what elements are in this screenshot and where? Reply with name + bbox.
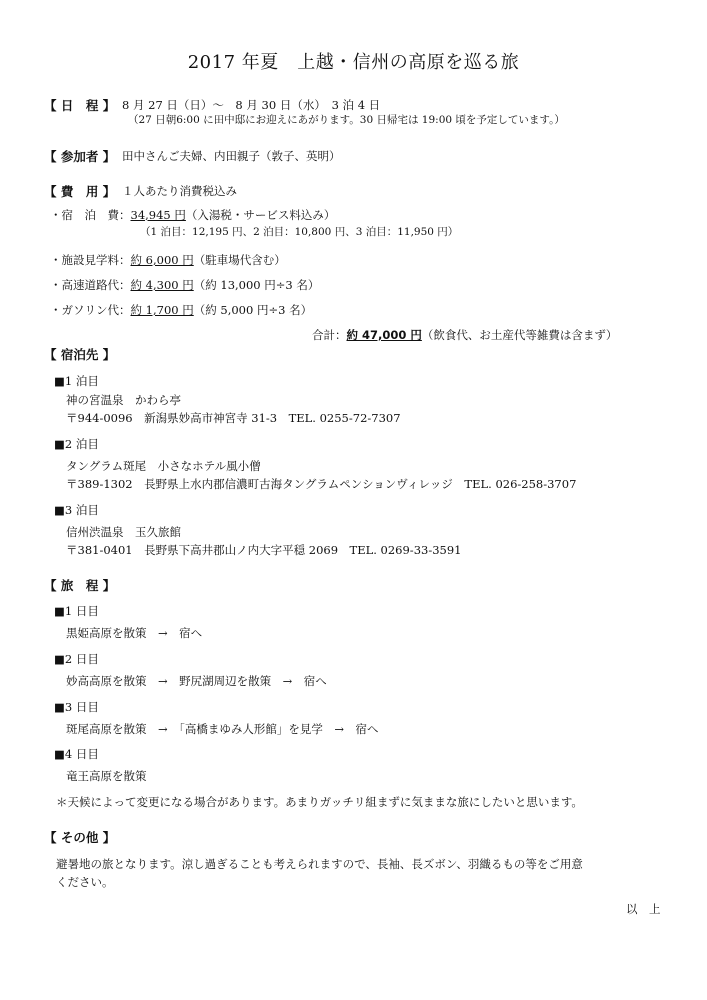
itinerary-day-4-label: ■4 日目: [54, 747, 99, 761]
document-title: 2017 年夏 上越・信州の高原を巡る旅: [187, 52, 520, 73]
cost-lodging-row: [50, 207, 335, 223]
lodging-night-1-name: 神の宮温泉 かわら亭: [66, 393, 181, 407]
itinerary-day-4-plan: 竜王高原を散策: [66, 769, 147, 783]
cost-gas-row: [50, 302, 312, 318]
cost-total-note: （飲食代、お土産代等雑費は含まず）: [421, 328, 618, 342]
cost-highway-label: ・高速道路代：: [50, 278, 131, 292]
lodging-night-3-label: ■3 泊目: [54, 503, 99, 517]
cost-total-row: [312, 327, 617, 343]
lodging-night-1-label: ■1 泊目: [54, 374, 99, 388]
cost-lodging-label: ・宿 泊 費：: [50, 208, 131, 222]
participants-heading: 【 参加者 】: [44, 149, 116, 164]
participants-names: 田中さんご夫婦、内田親子（敦子、英明）: [122, 149, 341, 163]
other-text-line-2: ください。: [56, 875, 114, 889]
cost-gas-label: ・ガソリン代：: [50, 303, 131, 317]
schedule-heading: 【 日 程 】: [44, 98, 116, 113]
itinerary-day-3-plan: 斑尾高原を散策 → 「高橋まゆみ人形館」を見学 → 宿へ: [66, 722, 379, 736]
lodging-night-2-address: 〒389-1302 長野県上水内郡信濃町古海タングラムペンションヴィレッジ TEL. 026-258-3707: [66, 477, 577, 491]
other-text-line-1: 避暑地の旅となります。涼し過ぎることも考えられますので、長袖、長ズボン、羽織るもの等をご用意: [56, 857, 583, 871]
cost-highway-note: （約 13,000 円÷3 名）: [193, 278, 320, 292]
lodging-night-2-name: タングラム斑尾 小さなホテル風小僧: [66, 459, 261, 473]
itinerary-weather-note: ＊天候によって変更になる場合があります。あまりガッチリ組まずに気ままな旅にしたいと思います。: [56, 795, 583, 809]
cost-highway-amount: 約 4,300 円: [130, 278, 194, 292]
cost-lodging-note: （入湯税・サービス料込み）: [185, 208, 336, 222]
itinerary-day-3-label: ■3 日目: [54, 700, 99, 714]
itinerary-heading: 【 旅 程 】: [44, 578, 116, 593]
schedule-note: （27 日朝6:00 に田中邸にお迎えにあがります。30 日帰宅は 19:00 頃を予定しています。）: [128, 114, 565, 126]
cost-total-label: 合計：: [312, 328, 347, 342]
cost-lodging-amount: 34,945 円: [130, 208, 186, 222]
itinerary-day-1-plan: 黒姫高原を散策 → 宿へ: [66, 626, 203, 640]
lodging-night-2-label: ■2 泊目: [54, 437, 99, 451]
closing-text: 以 上: [626, 902, 661, 916]
cost-basis: １人あたり消費税込み: [122, 184, 237, 198]
lodging-night-1-address: 〒944-0096 新潟県妙高市神宮寺 31-3 TEL. 0255-72-7307: [66, 411, 401, 425]
cost-facility-note: （駐車場代含む）: [193, 253, 286, 267]
other-heading: 【 その他 】: [44, 830, 116, 845]
lodging-night-3-name: 信州渋温泉 玉久旅館: [66, 525, 181, 539]
itinerary-day-2-label: ■2 日目: [54, 652, 99, 666]
cost-gas-note: （約 5,000 円÷3 名）: [193, 303, 313, 317]
cost-total-amount: 約 47,000 円: [346, 328, 422, 342]
itinerary-day-1-label: ■1 日目: [54, 604, 99, 618]
cost-gas-amount: 約 1,700 円: [130, 303, 194, 317]
cost-facility-row: [50, 252, 286, 268]
cost-lodging-breakdown: （1 泊目：12,195 円、2 泊目：10,800 円、3 泊目：11,950 円）: [140, 226, 459, 238]
cost-facility-label: ・施設見学料：: [50, 253, 131, 267]
cost-heading: 【 費 用 】: [44, 184, 116, 199]
cost-facility-amount: 約 6,000 円: [130, 253, 194, 267]
cost-highway-row: [50, 277, 319, 293]
itinerary-day-2-plan: 妙高高原を散策 → 野尻湖周辺を散策 → 宿へ: [66, 674, 327, 688]
lodging-heading: 【 宿泊先 】: [44, 347, 116, 362]
schedule-dates: 8 月 27 日（日）～ 8 月 30 日（水） 3 泊 4 日: [122, 98, 381, 112]
lodging-night-3-address: 〒381-0401 長野県下高井郡山ノ内大字平穏 2069 TEL. 0269-33-3591: [66, 543, 462, 557]
